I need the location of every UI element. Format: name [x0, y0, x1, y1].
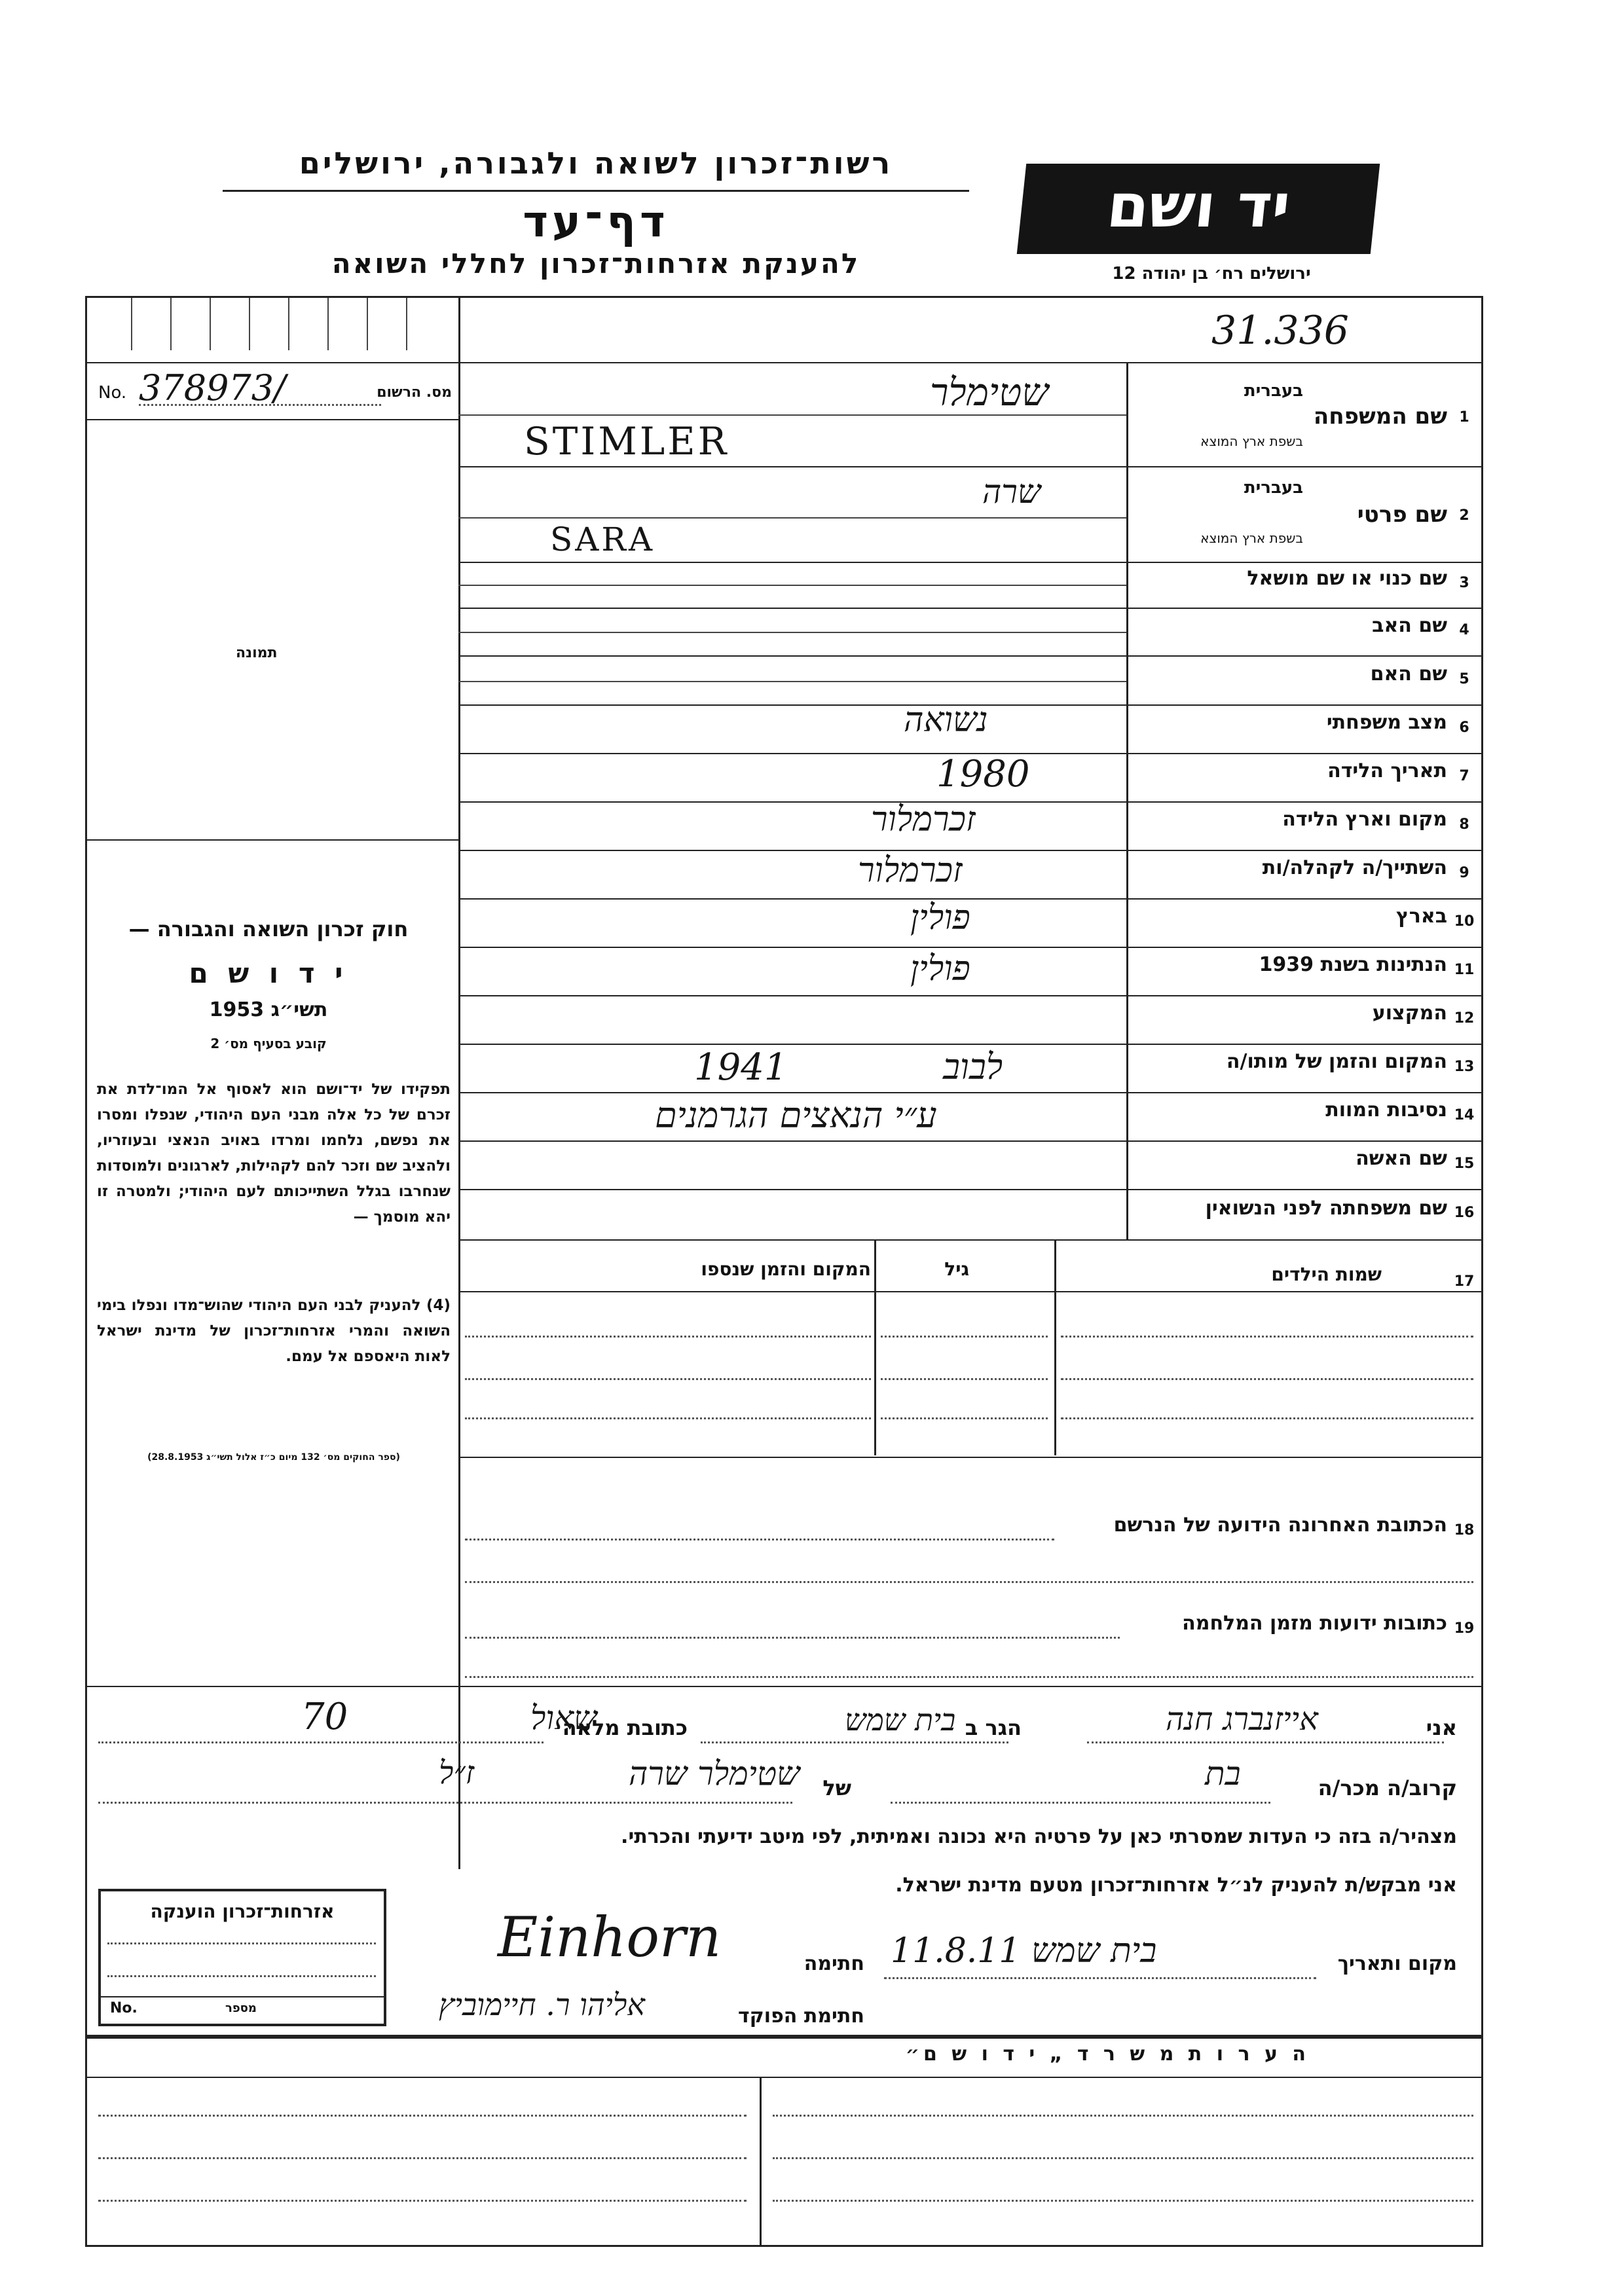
citizenship-number-label: מספר [225, 2001, 257, 2015]
relation-value: בת [1205, 1755, 1241, 1793]
logo-address: ירושלים רח׳ בן יהודה 12 [1112, 264, 1311, 283]
declaration-request: אני מבקש/ת להעניק לנ״ל אזרחות־זכרון מטעם מדינת ישראל. [895, 1874, 1457, 1897]
field-label: כתובות ידועות מזמן המלחמה [1182, 1612, 1447, 1635]
field-label: המקום והזמן של מותו/ה [1226, 1050, 1447, 1073]
of-label: של [822, 1776, 851, 1800]
authority-title: רשות־זכרון לשואה ולגבורה, ירושלים [299, 145, 893, 181]
reg-no-prefix: No. [98, 383, 127, 403]
field-number: 17 [1454, 1273, 1475, 1290]
law-year: תשי״ג 1953 [209, 998, 328, 1021]
field-number: 18 [1454, 1522, 1475, 1539]
form-subtitle: להענקת אזרחות־זכרון לחללי השואה [331, 247, 860, 280]
city-value: בית שמש [845, 1702, 956, 1738]
community-value: זכרמלור [858, 851, 963, 890]
declarant-name: אייזנברג חנה [1166, 1701, 1318, 1738]
field-label: נסיבות המוות [1325, 1099, 1447, 1121]
office-notes-title: ה ע ר ו ת מ ש ר ד „ י ד ו ש ם״ [905, 2043, 1310, 2066]
field-number: 7 [1459, 768, 1469, 784]
country-value: פולין [910, 898, 970, 938]
place-date-label: מקום ותאריך [1337, 1952, 1457, 1975]
extra-mark: ז״ל [439, 1755, 475, 1791]
law-name: י ד ו ש ם [189, 957, 348, 989]
field-label: שם האם [1370, 663, 1447, 685]
officer-signature-label: חתימת הפוקד [738, 2005, 864, 2028]
field-label: בארץ [1395, 905, 1447, 928]
field-label: תאריך הלידה [1327, 759, 1447, 782]
birth-place-value: זכרמלור [871, 800, 976, 839]
law-text-purpose: תפקידו של יד־ושם הוא לאסוף אל המו־לדת את זכרם של כל אלה מבני העם היהודי, שנפלו ומסרו את נפשם, נלחמו ומרדו באויב הנאצי ובעוזריו, ולהציב שם וזכר להם לקהילות, לארגונים ולמוסדות שנחרבו בגלל השתייכותם לעם היהודי; ולמטרה זו יהא מוסמך — [97, 1081, 451, 1226]
field-number: 16 [1454, 1205, 1475, 1221]
field-number: 15 [1454, 1156, 1475, 1172]
field-label: הנתינות בשנת 1939 [1259, 953, 1447, 976]
field-number: 5 [1459, 671, 1469, 687]
children-col-age: גיל [944, 1258, 969, 1280]
field-sub-origin: בשפת ארץ המוצא [1200, 433, 1303, 449]
field-number: 13 [1454, 1059, 1475, 1075]
field-number: 8 [1459, 816, 1469, 833]
place-date-value: בית שמש 11.8.11 [891, 1931, 1157, 1971]
resides-in-label: הגר ב [965, 1715, 1022, 1740]
field-label: שם כנוי או שם מושאל [1247, 567, 1447, 590]
full-address-label: כתובת מלאה [562, 1715, 688, 1740]
label-column-divider [1126, 362, 1128, 1239]
birth-date-value: 1980 [936, 753, 1030, 795]
left-column-divider [458, 298, 460, 1869]
field-label: מצב משפחתי [1326, 711, 1447, 734]
field-number: 6 [1459, 720, 1469, 736]
citizenship-number-prefix: No. [110, 2000, 138, 2016]
children-col-names: שמות הילדים [1271, 1264, 1382, 1285]
nationality-value: פולין [910, 949, 970, 989]
law-citation: (ספר החוקים מס׳ 132 מיום כ״ז אלול תשי״ג 28.8.1953) [147, 1452, 400, 1463]
field-label: שם האשה [1356, 1147, 1447, 1170]
field-number: 19 [1454, 1620, 1475, 1637]
field-number: 3 [1459, 575, 1469, 591]
death-year-value: 1941 [694, 1046, 788, 1089]
field-number: 2 [1459, 507, 1469, 524]
family-name-hebrew: שטימלר [930, 370, 1049, 414]
field-label: השתייך/ה לקהלה/ות [1262, 856, 1447, 879]
field-number: 14 [1454, 1107, 1475, 1123]
law-clause: קובע בסעיף מס׳ 2 [210, 1036, 327, 1051]
first-name-hebrew: שרה [982, 473, 1041, 511]
reg-no-label: מס. הרשום [377, 384, 452, 401]
signature-label: חתימה [803, 1952, 864, 1975]
field-label: שם משפחתה לפני הנשואין [1205, 1197, 1447, 1220]
field-sub-hebrew: בעברית [1244, 381, 1303, 401]
first-name-origin: SARA [550, 520, 655, 558]
officer-signature-value: אליהו ר. חיימוביץ [439, 1987, 645, 2022]
declaration-statement: מצהיר/ה בזה כי העדות שמסרתי כאן על פרטיה היא נכונה ואמיתית, לפי מיטב ידיעתי והכרתי. [621, 1825, 1457, 1848]
photo-placeholder-label: תמונה [236, 645, 278, 661]
field-number: 11 [1454, 962, 1475, 978]
law-text-clause-4: (4) להעניק לבני העם היהודי שהוש־מדו ונפלו בימי השואה והמרי אזרחות־זכרון של מדינת ישראל לאות היאספם אל עמם. [97, 1297, 451, 1365]
registration-number [98, 367, 452, 409]
yad-vashem-logo [1017, 164, 1380, 254]
family-name-origin: STIMLER [524, 419, 729, 464]
file-number: 31.336 [1211, 308, 1349, 354]
death-circumstances-value: ע״י הנאצים הגרמנים [655, 1095, 937, 1136]
form-title: דף־עד [523, 196, 669, 247]
field-label: המקצוע [1372, 1002, 1447, 1025]
field-number: 1 [1459, 409, 1469, 426]
field-number: 9 [1459, 865, 1469, 881]
signature-value: Einhorn [498, 1905, 722, 1969]
full-address-value: שאול [530, 1699, 597, 1737]
of-value: שטימלר שרה [629, 1755, 800, 1793]
reg-no-value: 378973/ [139, 367, 286, 409]
field-label: הכתובת האחרונה הידועה של הנרשם [1113, 1514, 1447, 1537]
children-col-place: המקום והזמן שנספו [701, 1258, 871, 1280]
field-label: מקום וארץ הלידה [1282, 808, 1447, 831]
field-label: שם המשפחה [1313, 403, 1447, 429]
declaration-ani: אני [1426, 1715, 1457, 1740]
relative-label: קרוב/ה מכר/ה [1318, 1776, 1457, 1800]
house-number: 70 [301, 1696, 348, 1738]
logo-text: יד ושם [1103, 171, 1294, 241]
field-label: שם האב [1372, 614, 1447, 637]
field-label: שם פרטי [1357, 501, 1447, 528]
citizenship-granted-box [98, 1889, 386, 2026]
field-number: 12 [1454, 1010, 1475, 1027]
field-number: 4 [1459, 622, 1469, 638]
field-sub-origin: בשפת ארץ המוצא [1200, 530, 1303, 546]
law-title: חוק זכרון השואה והגבורה — [128, 917, 409, 941]
citizenship-box-title: אזרחות־זכרון הוענקה [150, 1901, 335, 1922]
field-number: 10 [1454, 913, 1475, 930]
death-place-value: לבוב [943, 1046, 1003, 1087]
field-sub-hebrew: בעברית [1244, 478, 1303, 498]
marital-status-value: נשואה [904, 701, 988, 740]
